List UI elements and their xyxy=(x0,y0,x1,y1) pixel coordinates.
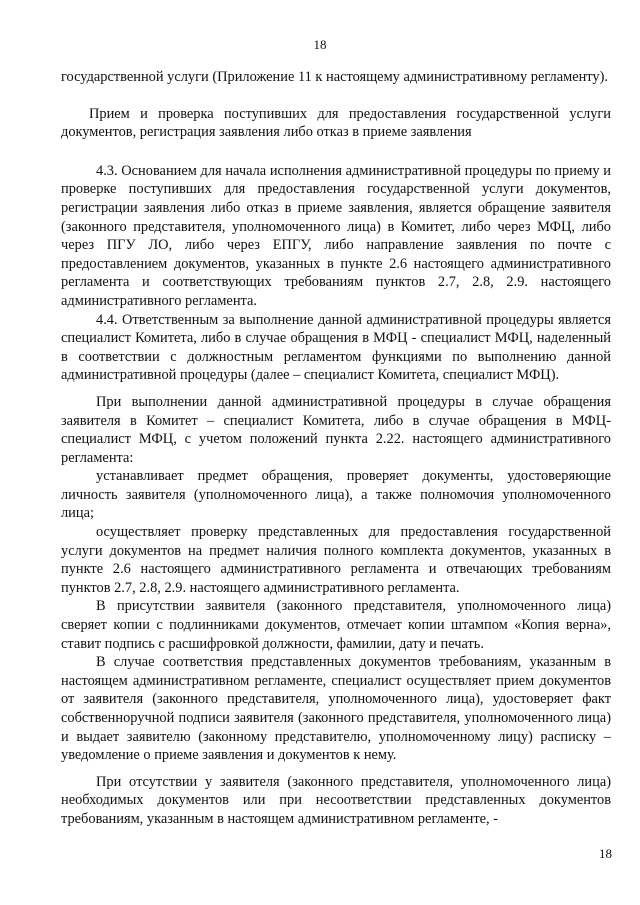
paragraph-4-4: 4.4. Ответственным за выполнение данной административной процедуры является специалист Комитета, либо в случае обращения в МФЦ - специалист МФЦ, наделенный в соответствии с должностным регламентом функциями по выполнению данной административной процедуры (далее – специалист Комитета, специалист МФЦ). xyxy=(61,311,611,384)
paragraph-copies: В присутствии заявителя (законного представителя, уполномоченного лица) сверяет копии с подлинниками документов, отмечает копии штампом «Копия верна», ставит подпись с расшифровкой должности, фамилии, дату и печать. xyxy=(61,598,611,652)
paragraph-continuation: государственной услуги (Приложение 11 к настоящему административному регламенту). xyxy=(61,69,608,85)
page-number-bottom: 18 xyxy=(599,846,612,861)
section-heading: Прием и проверка поступивших для предоставления государственной услуги документов, регистрация заявления либо отказ в приеме заявления xyxy=(61,105,611,141)
page-number-top: 18 xyxy=(313,37,327,52)
paragraph-compliance: В случае соответствия представленных документов требованиям, указанным в настоящем административном регламенте, специалист осуществляет прием документов от заявителя (законного представителя, уполномоченного лица), удостоверяет факт собственноручной подписи заявителя (законного представителя, уполномоченного лица) и выдает заявителю (законному представителю, уполномоченному лицу) расписку – уведомление о приеме заявления и документов к нему. xyxy=(61,654,611,764)
document-body xyxy=(61,68,611,829)
paragraph-establishes: устанавливает предмет обращения, проверяет документы, удостоверяющие личность заявителя (уполномоченного лица), а также полномочия уполномоченного лица; xyxy=(61,468,611,522)
paragraph-verifies: осуществляет проверку представленных для предоставления государственной услуги документов на предмет наличия полного комплекта документов, указанных в пункте 2.6 настоящего административного регламента и отвечающих требованиям пунктов 2.7, 2.8, 2.9. настоящего административного регламента. xyxy=(61,524,611,596)
paragraph-absence: При отсутствии у заявителя (законного представителя, уполномоченного лица) необходимых документов или при несоответствии представленных документов требованиям, указанным в настоящем административном регламенте, - xyxy=(61,773,611,827)
paragraph-4-3: 4.3. Основанием для начала исполнения административной процедуры по приему и проверке поступивших для предоставления государственной услуги документов, регистрации заявления либо отказ в приеме заявления, является обращение заявителя (законного представителя, уполномоченного лица) в Комитет, либо через МФЦ, либо через ПГУ ЛО, либо через ЕПГУ, либо направление заявления по почте с предоставлением документов, указанных в пункте 2.6 настоящего административного регламента и соответствующих требованиям пунктов 2.7, 2.8, 2.9. настоящего административного регламента. xyxy=(61,162,611,309)
paragraph-procedure-intro: При выполнении данной административной процедуры в случае обращения заявителя в Комитет – специалист Комитета, либо в случае обращения в МФЦ-специалист МФЦ, с учетом положений пункта 2.22. настоящего административного регламента: xyxy=(61,393,611,466)
